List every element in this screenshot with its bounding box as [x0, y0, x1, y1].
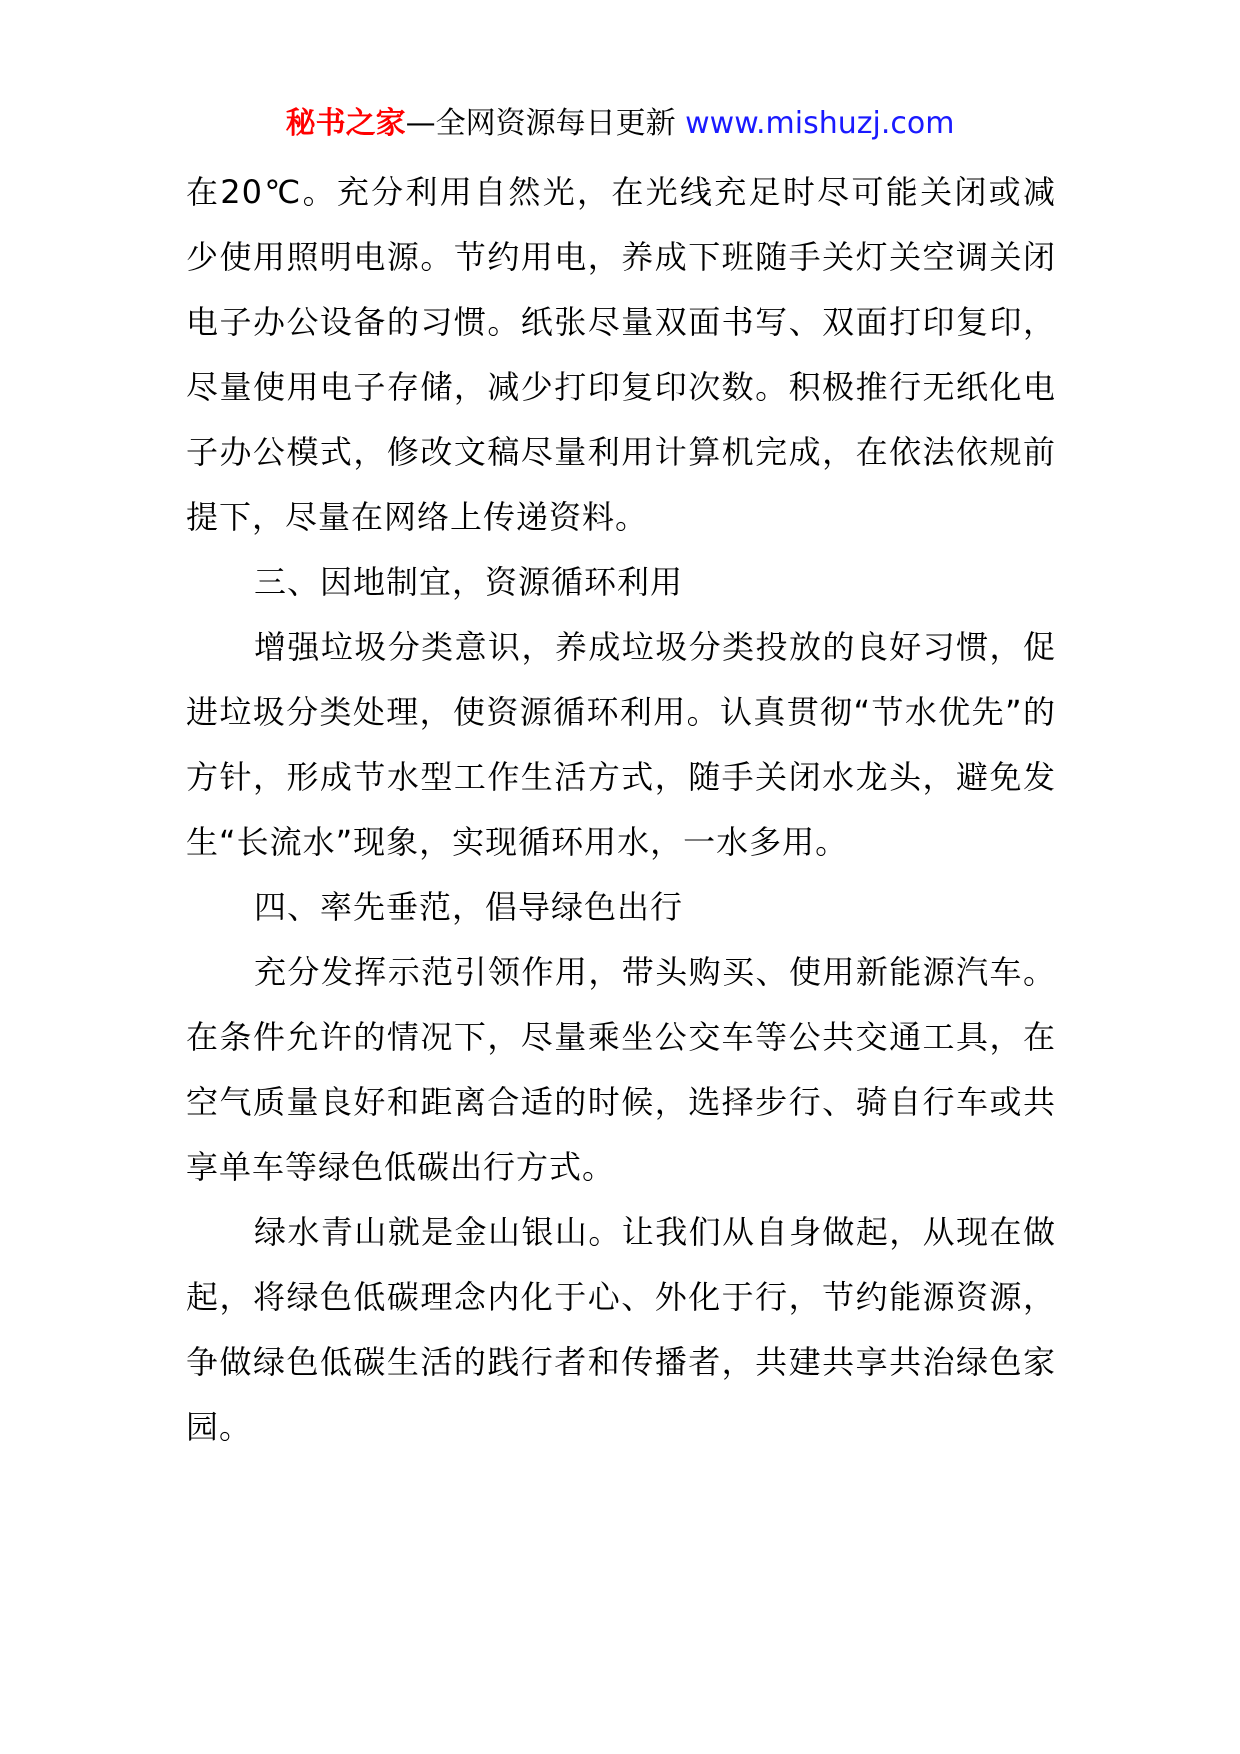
paragraph: 在20℃。充分利用自然光，在光线充足时尽可能关闭或减少使用照明电源。节约用电，养成下班随手关灯关空调关闭电子办公设备的习惯。纸张尽量双面书写、双面打印复印，尽量使用电子存储，减少打印复印次数。积极推行无纸化电子办公模式，修改文稿尽量利用计算机完成，在依法依规前提下，尽量在网络上传递资料。: [186, 173, 1056, 536]
section-heading: 四、率先垂范，倡导绿色出行: [254, 888, 684, 926]
page-header: [0, 102, 1240, 146]
paragraph: 充分发挥示范引领作用，带头购买、使用新能源汽车。在条件允许的情况下，尽量乘坐公交车等公共交通工具，在空气质量良好和距离合适的时候，选择步行、骑自行车或共享单车等绿色低碳出行方式。: [186, 953, 1056, 1186]
section-heading: 三、因地制宜，资源循环利用: [254, 563, 684, 601]
site-url-link[interactable]: www.mishuzj.com: [685, 106, 955, 141]
document-body: [186, 160, 1056, 1460]
brand-name: 秘书之家: [285, 106, 406, 141]
paragraph: 增强垃圾分类意识，养成垃圾分类投放的良好习惯，促进垃圾分类处理，使资源循环利用。认真贯彻“节水优先”的方针，形成节水型工作生活方式，随手关闭水龙头，避免发生“长流水”现象，实现循环用水，一水多用。: [186, 628, 1056, 861]
paragraph: 绿水青山就是金山银山。让我们从自身做起，从现在做起，将绿色低碳理念内化于心、外化于行，节约能源资源，争做绿色低碳生活的践行者和传播者，共建共享共治绿色家园。: [186, 1213, 1056, 1446]
header-tagline: —全网资源每日更新: [405, 106, 686, 141]
